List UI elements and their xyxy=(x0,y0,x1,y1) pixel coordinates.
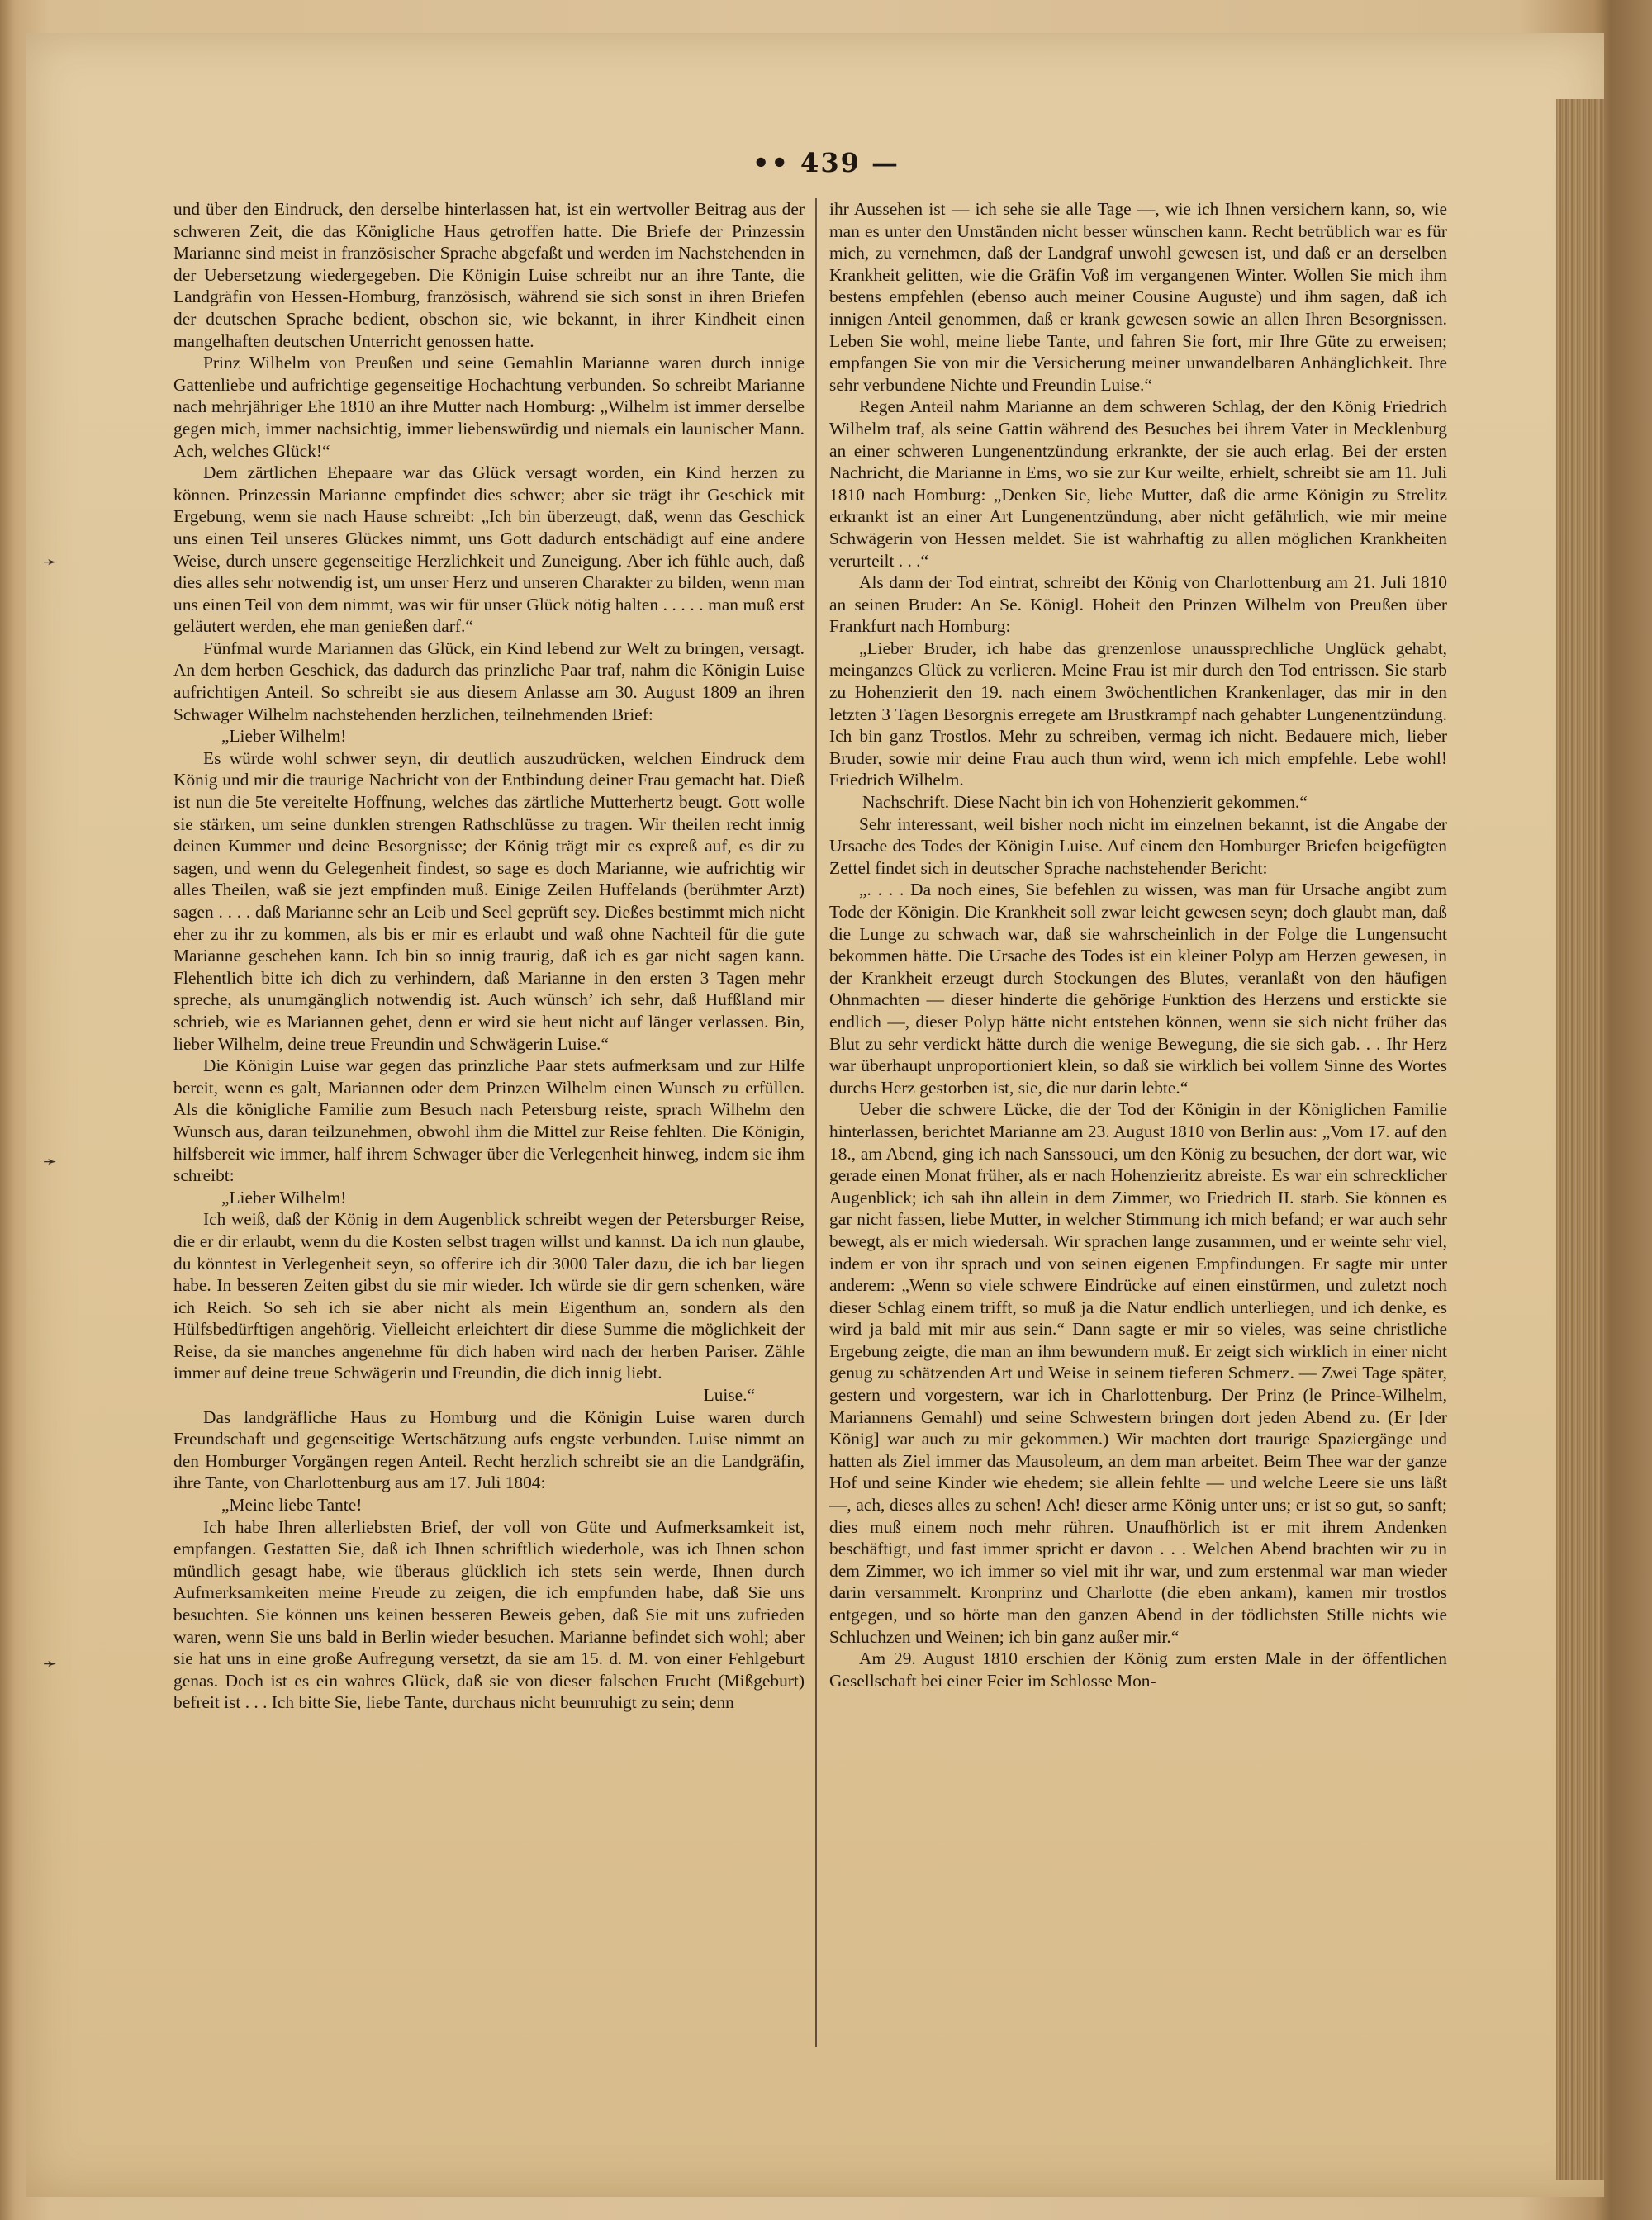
paragraph: Die Königin Luise war gegen das prinzliche Paar stets aufmerksam und zur Hilfe bereit, wenn es galt, Mariannen oder dem Prinzen Wilhelm einen Wunsch zu erfüllen. Als die königliche Familie zum Besuch nach Petersburg reiste, sprach Wilhelm den Wunsch aus, daran teilzunehmen, obwohl ihm die Mittel zur Reise fehlten. Die Königin, hilfsbereit wie immer, half ihrem Schwager über die Verlegenheit hinweg, indem sie ihm schreibt: xyxy=(173,1055,805,1186)
book-page-edges xyxy=(1556,99,1604,2180)
paragraph: Dem zärtlichen Ehepaare war das Glück versagt worden, ein Kind herzen zu können. Prinzessin Marianne empfindet dies schwer; aber sie trägt ihr Geschick mit Ergebung, wenn sie nach Hause schreibt: „Ich bin überzeugt, daß, wenn das Geschick uns einen Teil unseres Glückes nimmt, uns Gott dadurch entschädigt auf eine andere Weise, durch unsere gegenseitige Herzlichkeit und Zuneigung. Aber ich fühle auch, daß dies alles sehr notwendig ist, um unser Herz und unseren Charakter zu bilden, wenn man uns einen Teil von dem nimmt, was wir für unser Glück nötig halten . . . . . man muß erst geläutert werden, ehe man genießen darf.“ xyxy=(173,462,805,637)
margin-mark-arrow: ➛ xyxy=(43,1151,57,1171)
paragraph: Luise.“ xyxy=(703,1385,755,1406)
column-divider xyxy=(815,198,817,2047)
paragraph: „Lieber Bruder, ich habe das grenzenlose unaussprechliche Unglück gehabt, meinganzes Glück zu verlieren. Meine Frau ist mir durch den Tod entrissen. Sie starb zu Hohenzierit den 19. nach einem 3wöchentlichen Krankenlager, das mir in den letzten 3 Tagen Besorgnis erregete am Brustkrampf nach gehabter Lungenentzündung. Ich bin ganz Trostlos. Mehr zu schreiben, vermag ich nicht. Bedauere mich, lieber Bruder, sowie mir deine Frau auch thun wird, wenn ich mich empfehle. Lebe wohl! Friedrich Wilhelm. xyxy=(829,638,1447,790)
paragraph: Fünfmal wurde Mariannen das Glück, ein Kind lebend zur Welt zu bringen, versagt. An dem herben Geschick, das dadurch das prinzliche Paar traf, nahm die Königin Luise aufrichtigen Anteil. So schreibt sie aus diesem Anlasse am 30. August 1809 an ihren Schwager Wilhelm nachstehenden herzlichen, teilnehmenden Brief: xyxy=(173,638,805,724)
paragraph: „. . . . Da noch eines, Sie befehlen zu wissen, was man für Ursache angibt zum Tode der Königin. Die Krankheit soll zwar leicht gewesen seyn; doch glaubt man, daß die Lunge zu schwach war, daß sie wahrscheinlich in der Folge die Lungensucht bekommen hätte. Die Ursache des Todes ist ein kleiner Polyp am Herzen gewesen, in der Krankheit erzeugt durch Stockungen des Blutes, veranlaßt von den häufigen Ohnmachten — dieser hinderte die gehörige Funktion des Herzens und erstickte sie endlich —, dieser Polyp hätte nicht entstehen können, wenn sie sich nicht früher das Blut zu sehr verdickt hätte durch die wenige Bewegung, die sie sich gab. . . Ihr Herz war überhaupt unproportioniert klein, so daß sie wirklich bei vollem Sinne des Wortes durchs Herz gestorben ist, sie, die nur darin lebte.“ xyxy=(829,880,1447,1098)
paragraph: „Lieber Wilhelm! xyxy=(221,1187,347,1207)
paragraph: Ich habe Ihren allerliebsten Brief, der voll von Güte und Aufmerksamkeit ist, empfangen. Gestatten Sie, daß ich Ihnen schriftlich wiederhole, was ich Ihnen schon mündlich gesagt habe, wie überaus glücklich ich stets sein werde, Ihnen durch Aufmerksamkeiten meine Freude zu zeigen, die ich empfunden habe, daß Sie uns besuchten. Sie können uns keinen besseren Beweis geben, daß Sie mit uns zufrieden waren, wenn Sie uns bald in Berlin wieder besuchen. Marianne befindet sich wohl; aber sie hat uns in eine große Aufregung versetzt, da sie am 15. d. M. von einer Fehlgeburt genas. Doch ist es ein wahres Glück, daß sie von dieser falschen Frucht (Mißgeburt) befreit ist . . . Ich bitte Sie, liebe Tante, durchaus nicht beunruhigt zu sein; denn xyxy=(173,1516,805,1713)
paragraph: Sehr interessant, weil bisher noch nicht im einzelnen bekannt, ist die Angabe der Ursache des Todes der Königin Luise. Auf einem den Homburger Briefen beigefügten Zettel findet sich in deutscher Sprache nachstehender Bericht: xyxy=(829,814,1447,878)
paragraph: ihr Aussehen ist — ich sehe sie alle Tage —, wie ich Ihnen versichern kann, so, wie man es unter den Umständen nicht besser wünschen kann. Recht betrüblich war es für mich, zu vernehmen, daß der Landgraf unwohl gewesen ist, und daß er an derselben Krankheit gelitten, wie die Gräfin Voß im vergangenen Winter. Wollen Sie mich ihm bestens empfehlen (ebenso auch meiner Cousine Auguste) und ihm sagen, daß ich innigen Anteil genommen, daß er krank gewesen sowie an allen Ihren Besorgnissen. Leben Sie wohl, meine liebe Tante, und fahren Sie fort, mir Ihre Güte zu erweisen; empfangen Sie von mir die Versicherung meiner unwandelbaren Anhänglichkeit. Ihre sehr verbundene Nichte und Freundin Luise.“ xyxy=(829,199,1447,395)
paragraph: Das landgräfliche Haus zu Homburg und die Königin Luise waren durch Freundschaft und gegenseitige Wertschätzung aufs engste verbunden. Luise nimmt an den Homburger Vorgängen regen Anteil. Recht herzlich schreibt sie an die Landgräfin, ihre Tante, von Charlottenburg aus am 17. Juli 1804: xyxy=(173,1406,805,1493)
paragraph: und über den Eindruck, den derselbe hinterlassen hat, ist ein wertvoller Beitrag aus der schweren Zeit, die das Königliche Haus getroffen hatte. Die Briefe der Prinzessin Marianne sind meist in französischer Sprache abgefaßt und werden im Nachstehenden in der Uebersetzung wiedergegeben. Die Königin Luise schreibt nur an ihre Tante, die Landgräfin von Hessen-Homburg, französisch, während sie sich sonst in ihren Briefen der deutschen Sprache bedient, obschon sie, wie bekannt, in ihrer Kindheit einen mangelhaften deutschen Unterricht genossen hatte. xyxy=(173,199,805,351)
paragraph: Nachschrift. Diese Nacht bin ich von Hohenzierit gekommen.“ xyxy=(862,792,1308,813)
paragraph: „Lieber Wilhelm! xyxy=(221,726,347,747)
right-text-column xyxy=(829,198,1447,2047)
margin-mark-arrow: ➛ xyxy=(43,1653,57,1673)
paragraph: Am 29. August 1810 erschien der König zum ersten Male in der öffentlichen Gesellschaft bei einer Feier im Schlosse Mon- xyxy=(829,1648,1447,1691)
page-number: •• 439 — xyxy=(752,147,900,178)
paragraph: Ueber die schwere Lücke, die der Tod der Königin in der Königlichen Familie hinterlassen, berichtet Marianne am 23. August 1810 von Berlin aus: „Vom 17. auf den 18., am Abend, ging ich nach Sanssouci, um den König zu besuchen, der dort war, wie gerade einen Monat früher, als er nach Hohenzieritz abreiste. Es war ein schrecklicher Augenblick; ich sah ihn allein in dem Zimmer, wo Friedrich II. starb. Sie können es gar nicht fassen, liebe Mutter, in welcher Stimmung ich mich befand; er war auch sehr bewegt, als er mich wiedersah. Wir sprachen lange zusammen, und er weinte sehr viel, indem er von ihr sprach und von seinen eigenen Empfindungen. Er sagte mir unter anderem: „Wenn so viele schwere Eindrücke auf einen einstürmen, und zuletzt noch dieser Schlag einem trifft, so muß ja die Natur endlich unterliegen, und ich denke, es wird ja bald mit mir aus sein.“ Dann sagte er mir so vieles, was seine christliche Ergebung zeigte, die man an ihm bewundern muß. Er zeigt sich wirklich in einer nicht genug zu schätzenden Art und Weise in seinem tieferen Schmerz. — Zwei Tage später, gestern und vorgestern, war ich in Charlottenburg. Der Prinz (le Prince-Wilhelm, Mariannens Gemahl) und seine Schwestern bringen dort jeden Abend zu. (Er [der König] war auch zu mir gekommen.) Wir machten dort traurige Spaziergänge und hatten als Ziel immer das Mausoleum, an dem man arbeitet. Beim Thee war der ganze Hof und seine Kinder wie ehedem; sie allein fehlte — und welche Leere sie uns läßt —, ach, dieses alles zu sehen! Ach! dieser arme König unter uns; er ist so gut, so sanft; dies muß einem noch mehr rühren. Unaufhörlich ist er mit ihrem Andenken beschäftigt, und fast immer spricht er davon . . . Welchen Abend brachten wir zu in dem Zimmer, wo ich immer so viel mit ihr war, und zum erstenmal war man wieder darin versammelt. Kronprinz und Charlotte (die eben ankam), kamen mir trostlos entgegen, und so hörte man den ganzen Abend in der tödlichsten Stille nichts wie Schluchzen und Weinen; ich bin ganz außer mir.“ xyxy=(829,1099,1447,1647)
paragraph: Es würde wohl schwer seyn, dir deutlich auszudrücken, welchen Eindruck dem König und mir die traurige Nachricht von der Entbindung deiner Frau gemacht hat. Dieß ist nun die 5te vereitelte Hoffnung, welches das zärtliche Mutterhertz beugt. Gott wolle sie stärken, um seine dunklen strengen Rathschlüsse zu tragen. Wir theilen recht innig deinen Kummer und deine Besorgnisse; der König trägt mir es expreß auf, es dir zu sagen, und wenn du Gelegenheit findest, so sage es doch Marianne, wie aufrichtig wir alles Theilen, waß sie jezt empfinden muß. Einige Zeilen Huffelands (berühmter Arzt) sagen . . . . daß Marianne sehr an Leib und Seel geprüft sey. Dießes bestimmt mich nicht eher zu ihr zu kommen, als bis er mir es erlaubt und waß ohne Nachteil für die gute Marianne geschehen kann. Ich bin so innig traurig, daß ich es gar nicht sagen kann. Flehentlich bitte ich dich zu verhindern, daß Marianne in den ersten 3 Tagen mehr spreche, als unumgänglich notwendig ist. Auch wünsch’ ich sehr, daß Hufßland mir schrieb, wie es Mariannen gehet, denn er wird sie heut nicht auf länger verlassen. Bin, lieber Wilhelm, deine treue Freundin und Schwägerin Luise.“ xyxy=(173,747,805,1054)
left-text-column xyxy=(173,198,805,2047)
paragraph: Prinz Wilhelm von Preußen und seine Gemahlin Marianne waren durch innige Gattenliebe und aufrichtige gegenseitige Hochachtung verbunden. So schreibt Marianne nach mehrjähriger Ehe 1810 an ihre Mutter nach Homburg: „Wilhelm ist immer derselbe gegen mich, immer nachsichtig, immer liebenswürdig und niemals ein launischer Mann. Ach, welches Glück!“ xyxy=(173,353,805,461)
paragraph: Ich weiß, daß der König in dem Augenblick schreibt wegen der Petersburger Reise, die er dir erlaubt, wenn du die Kosten selbst tragen willst und kannst. Da ich nun glaube, du könntest in Verlegenheit seyn, so offerire ich dir 3000 Taler dazu, die ich bar liegen habe. In besseren Zeiten gibst du sie mir wieder. Ich würde sie dir gern schenken, wäre ich Reich. So seh ich sie aber nicht als mein Eigenthum an, sondern als den Hülfsbedürftigen angehörig. Vielleicht erleichtert dir diese Summe die möglichkeit der Reise, da sie manches angenehme für dich haben wird nach der herben Pariser. Zähle immer auf deine treue Schwägerin und Freundin, die dich innig liebt. xyxy=(173,1209,805,1383)
paragraph: Regen Anteil nahm Marianne an dem schweren Schlag, der den König Friedrich Wilhelm traf, als seine Gattin während des Besuches bei ihrem Vater in Mecklenburg an einer schweren Lungenentzündung erkrankte, der sie auch erlag. Bei der ersten Nachricht, die Marianne in Ems, wo sie zur Kur weilte, erhielt, schreibt sie am 11. Juli 1810 nach Homburg: „Denken Sie, liebe Mutter, daß die arme Königin zu Strelitz erkrankt ist an einer Art Lungenentzündung, aber nicht gefährlich, wie mir meine Schwägerin von Hessen meldet. Sie ist wahrhaftig zu allen möglichen Krankheiten verurteilt . . .“ xyxy=(829,396,1447,571)
paragraph: „Meine liebe Tante! xyxy=(221,1495,363,1516)
margin-mark-arrow: ➛ xyxy=(43,552,57,572)
paragraph: Als dann der Tod eintrat, schreibt der König von Charlottenburg am 21. Juli 1810 an seinen Bruder: An Se. Königl. Hoheit den Prinzen Wilhelm von Preußen über Frankfurt nach Homburg: xyxy=(829,572,1447,637)
